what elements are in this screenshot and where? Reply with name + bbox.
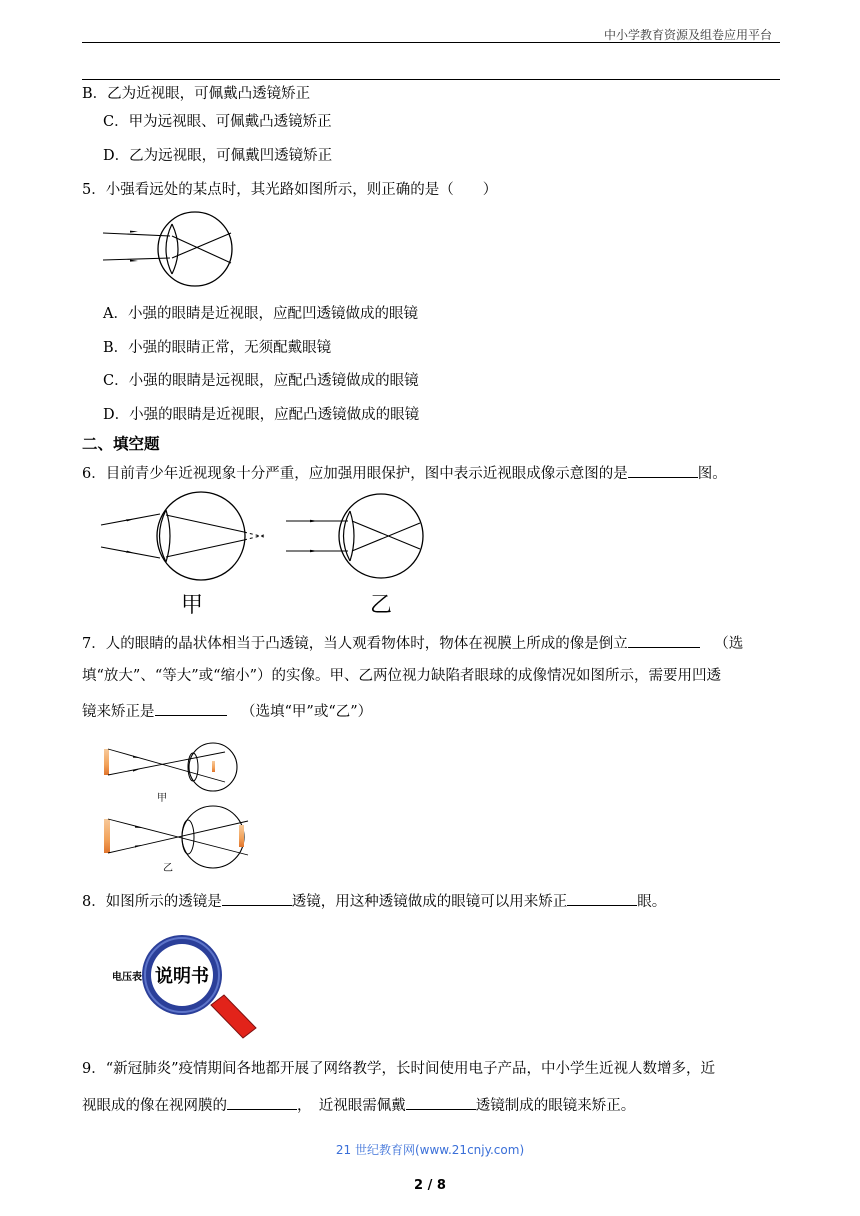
section-title-fill-blank: 二、填空题 [82,435,160,453]
q7-text-b: （选 [714,636,744,652]
q7-image-yi [239,825,244,847]
q5-option-d: D．小强的眼睛是近视眼，应配凸透镜做成的眼镜 [103,407,420,423]
page-number: 2 / 8 [414,1178,446,1193]
footer-site-link[interactable]: 21 世纪教育网(www.21cnjy.com) [335,1143,525,1157]
q4-option-d: D．乙为远视眼，可佩戴凹透镜矫正 [103,148,333,164]
q5-stem: 5．小强看远处的某点时，其光路如图所示，则正确的是（ ） [82,182,498,198]
q6-stem [82,462,727,484]
q7-eye-diagrams [100,737,250,877]
q9-answer-blank-2[interactable] [406,1094,476,1110]
q8-text-c: 眼。 [637,894,667,910]
q7-line-1 [82,632,743,654]
q7-text-a: 7．人的眼睛的晶状体相当于凸透镜，当人观看物体时，物体在视膜上所成的像是倒立 [82,636,628,652]
q5-eye-diagram [100,203,245,298]
header-rule [82,42,780,43]
content-top-rule [82,79,780,80]
q9-answer-blank-1[interactable] [227,1094,297,1110]
q9-line-2 [82,1094,635,1116]
q7-label-jia: 甲 [157,793,167,804]
q8-bg-text: 电压表 [112,972,142,983]
q8-text-b: 透镜，用这种透镜做成的眼镜可以用来矫正 [291,894,568,910]
q7-line-2: 填“放大”、“等大”或“缩小”）的实像。甲、乙两位视力缺陷者眼球的成像情况如图所示，需要用凹透 [82,668,721,684]
q7-candle-jia [104,749,109,775]
q7-answer-blank-2[interactable] [155,700,227,716]
q4-option-b: B．乙为近视眼，可佩戴凸透镜矫正 [82,86,311,102]
q9-text-a: 视眼成的像在视网膜的 [82,1098,227,1114]
q7-line-3 [82,700,372,722]
q6-stem-text-a: 6．目前青少年近视现象十分严重，应加强用眼保护，图中表示近视眼成像示意图的是 [82,466,628,482]
header-platform: 中小学教育资源及组卷应用平台 [603,28,772,42]
q8-stem [82,890,666,912]
q6-label-jia: 甲 [180,593,204,616]
q8-answer-blank-1[interactable] [222,890,292,906]
q7-image-jia [212,761,215,772]
q5-option-b: B．小强的眼睛正常，无须配戴眼镜 [103,340,332,356]
q4-option-c: C．甲为远视眼、可佩戴凸透镜矫正 [103,114,332,130]
q7-candle-yi [104,819,110,853]
q8-lens-text: 说明书 [155,966,209,987]
q6-answer-blank[interactable] [628,462,698,478]
q7-eye-yi [104,806,248,874]
q7-text-c: 镜来矫正是 [82,704,155,720]
q6-label-yi: 乙 [369,593,393,616]
q6-eye-jia [101,492,264,616]
q7-label-yi: 乙 [163,863,173,874]
q6-stem-text-b: 图。 [697,466,727,482]
q5-option-a: A．小强的眼睛是近视眼，应配凹透镜做成的眼镜 [103,306,418,322]
q5-option-c: C．小强的眼睛是远视眼，应配凸透镜做成的眼镜 [103,373,419,389]
q6-eye-diagrams [96,486,436,616]
q9-text-c: 透镜制成的眼镜来矫正。 [475,1098,636,1114]
q8-answer-blank-2[interactable] [567,890,637,906]
q7-answer-blank-1[interactable] [628,632,700,648]
q9-text-b: ， 近视眼需佩戴 [297,1098,406,1114]
q7-eye-jia [104,743,237,804]
q8-text-a: 8．如图所示的透镜是 [82,894,222,910]
q9-line-1: 9．“新冠肺炎”疫情期间各地都开展了网络教学，长时间使用电子产品，中小学生近视人数增多，近 [82,1061,716,1077]
q6-eye-yi [286,494,423,616]
q7-text-d: （选填“甲”或“乙”） [241,704,373,720]
q8-magnifier-image [108,925,263,1043]
